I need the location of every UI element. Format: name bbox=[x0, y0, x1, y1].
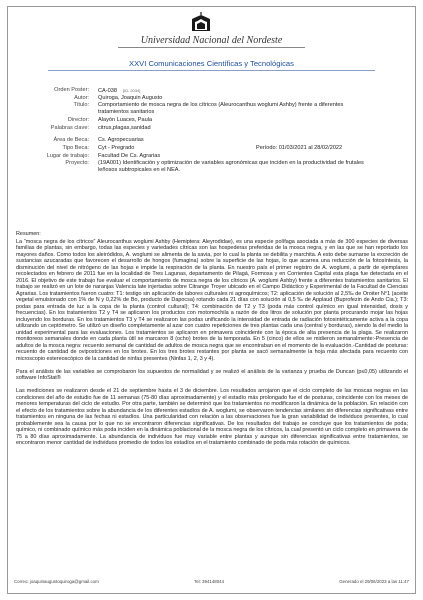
meta-row-area bbox=[8, 137, 415, 145]
area-beca-label: Área de Beca: bbox=[53, 137, 89, 144]
resumen-label: Resumen: bbox=[16, 231, 41, 237]
palabras-clave-label: Palabras clave: bbox=[50, 124, 89, 131]
palabras-clave-value: citrus,plagas,sanidad bbox=[98, 124, 151, 131]
event-title: XXVI Comunicaciones Científicas y Tecnológicas bbox=[129, 59, 294, 68]
autor-label: Autor: bbox=[74, 94, 89, 101]
titulo-label: Título: bbox=[73, 102, 89, 109]
area-beca-value: Cs. Agropecuarias bbox=[98, 137, 144, 144]
document-frame bbox=[7, 6, 416, 594]
periodo-value: Período: 01/03/2021 al 28/02/2022 bbox=[256, 144, 343, 151]
titulo-value: Comportamiento de mosca negra de los cítricos (Aleurocanthus woglumi Ashby) frente a diferentes tratamientos sanitarios bbox=[98, 102, 344, 116]
lugar-trabajo-value: Facultad De Cs. Agrarias bbox=[98, 152, 161, 159]
tipo-beca-label: Tipo Beca: bbox=[62, 144, 89, 151]
proyecto-value: (19A001) Identificación y optimización de variables agronómicas que inciden en la productividad de frutales leñosos subtropicales en el NEA. bbox=[98, 160, 364, 174]
orden-poster-code: CA-038 bbox=[98, 88, 117, 94]
header-divider bbox=[118, 47, 305, 48]
tipo-beca-value: Cyt - Pregrado bbox=[98, 144, 135, 151]
university-name: Universidad Nacional del Nordeste bbox=[140, 35, 283, 46]
meta-row-orden bbox=[8, 87, 415, 95]
autor-value: Quiroga, Joaquin Augusto bbox=[98, 94, 163, 101]
meta-row-palabras bbox=[8, 125, 415, 133]
meta-row-lugar bbox=[8, 153, 415, 161]
resumen-paragraph-1: La “mosca negra de los cítricos” Aleurocanthus woglumi Ashby (Hemiptera: Aleyrodidae), es una especie polífaga asociada a más de 300 especies de diversas familias de plantas, sin embargo, todas las especies y variedades cítricas son las hospederas preferidas de la mosca negra, y en las que se han reportado los mayores daños. Como todos los aleiródidos, A. woglumi se alimenta de la savia, por lo cual la planta se debilita y marchita. A esto debe sumarse la excreción de sustancias azucaradas que favorecen el desarrollo de hongos (fumagina) sobre la superficie de las hojas, lo que acarrea una reducción de la fotosíntesis, la disminución del nivel de nitrógeno de las hojas e impide la respiración de la planta. En nuestro país el primer registro de A. woglumi, a partir de ejemplares recolectados en febrero de 2011 fue en la localidad de Tres Lagunas, departamento de Pilagá, Formosa y en Corrientes Capital esta plaga fue detectada en el 2016. El objetivo de este trabajo fue evaluar el comportamiento de mosca negra de los cítricos (A. woglumi Ashby) frente a diferentes tratamientos sanitarios. El trabajo se realizó en un lote de naranjas Valencia late injertadas sobre Citrange Troyer ubicado en el Campo Didáctico y Experimental de la Facultad de Ciencias Agrarias. Los tratamientos fueron cuatro: T1: testigo sin aplicación de labores culturales ni agroquímicos; T2: aplicación de solución al 2,5‰ de Oroiter N°1 (aceite vegetal emulsionado con 1% de N y 0,22% de Bo, producto de Dapocsa) rotando cada 21 días con solución al 0,5 ‰ de Applaud (Buprofezin de Ando Cia.); T3: podas para entrada de luz a la copa de la planta (control cultural); T4: combinación de T2 y T3 (poda más control químico en igual intensidad, dosis y frecuencias). En los tratamientos T2 y T4 se aplicaron los productos con motomochila a razón de dos litros de solución por planta procurando mojar las hojas incluyendo los borduras. En los tratamientos T3 y T4 se realizaron las podas unificando la intensidad de entrada de radiación fotosintéticamente activa a la copa utilizando un ceptómetro. Se utilizó un diseño completamente al azar con cuatro repeticiones de tres plantas cada una (central y borduras), siendo la del medio la unidad experimental para las evaluaciones. Los tratamientos se aplicaron en primavera coincidente con la época de alta presencia de la plaga. Se realizaron monitoreos semanales donde en cada planta útil se marcaron 8 (ocho) brotes de la temporada. En 5 (cinco) de ellos se midieron semanalmente:-Presencia de adultos de la mosca negra: recuento semanal de cantidad de adultos de mosca negra que se encontraban en el momento de la evaluación.-Cantidad de posturas: recuento de cantidad de ovipostciones en los brotes. En los tres brotes restantes por planta se sacó semanalmente la hoja más afectada para recuento con microscopio estereoscópico de la cantidad de ninfas presentes (Ninfas 1, 2, 3 y 4). bbox=[16, 238, 408, 362]
orden-poster-label: Orden Poster: bbox=[54, 87, 89, 93]
lugar-trabajo-label: Lugar de trabajo: bbox=[46, 152, 89, 159]
meta-row-director bbox=[8, 117, 415, 125]
meta-row-autor bbox=[8, 95, 415, 103]
director-label: Director: bbox=[67, 117, 89, 124]
metadata-block bbox=[8, 87, 415, 175]
proyecto-label: Proyecto: bbox=[65, 160, 89, 167]
footer-telefono: Tel: 394148044 bbox=[194, 579, 225, 584]
university-logo bbox=[190, 11, 212, 33]
id-tag: [ID: 2034] bbox=[122, 88, 141, 93]
director-value: Alayón Luaces, Paula bbox=[98, 117, 153, 124]
document-header bbox=[8, 7, 415, 68]
meta-row-tipo bbox=[8, 145, 415, 153]
resumen-section bbox=[16, 231, 408, 453]
footer-correo: Correo: joaquinaugustoquiroga@gmail.com bbox=[14, 579, 99, 584]
meta-row-proyecto bbox=[8, 160, 415, 175]
event-divider bbox=[48, 70, 375, 71]
footer-generado: Generado el 29/06/2023 a las 11:47 bbox=[339, 579, 409, 584]
resumen-paragraph-2: Para el análisis de las variables se comprobaron los supuestos de normalidad y se realizó el análisis de la varianza y prueba de Duncan (p≤0,05) utilizando el software InfoStat® bbox=[16, 368, 408, 381]
meta-row-titulo bbox=[8, 102, 415, 117]
resumen-paragraph-3: Las mediciones se realizaron desde el 21 de septiembre hasta el 3 de diciembre. Los resultados arrojaron que el ciclo completo de las moscas negras en las condiciones del año de estudio fue de 11 semanas (75-80 días aproximadamente) y el estadío más prolongado fue el de posturas, coincidente con los meses de menores temperaturas del ciclo de estudio. Por otra parte, también se determinó que los tratamientos no modificaron la dinámica de la población. En relación con el efecto de los tratamientos sobre la abundancia de los diferentes estadíos de A. woglumi, se observaron tendencias similares sin diferencias significativas entre tratamientos en ninguna de las fechas ni estadíos. Una particularidad con relación a las observaciones fue la gran variabilidad de individuos presentes, lo cual probablemente sea la causa por lo que no se encontraron diferencias significativas. De los resultados del trabajo se concluye que los tratamientos de poda; químico, ni combinado químico más poda inciden en la dinámica poblacional de la mosca negra de los cítricos, la cual presentó un ciclo completo en primavera de 75 a 80 días aproximadamente. La abundancia de individuos fue muy variable entre plantas y aunque sin diferencias significativas entre tratamientos, se encontraron menor cantidad de individuos promedio de todos los estadíos en el tratamiento combinado de poda más rotación de químicos. bbox=[16, 388, 408, 446]
